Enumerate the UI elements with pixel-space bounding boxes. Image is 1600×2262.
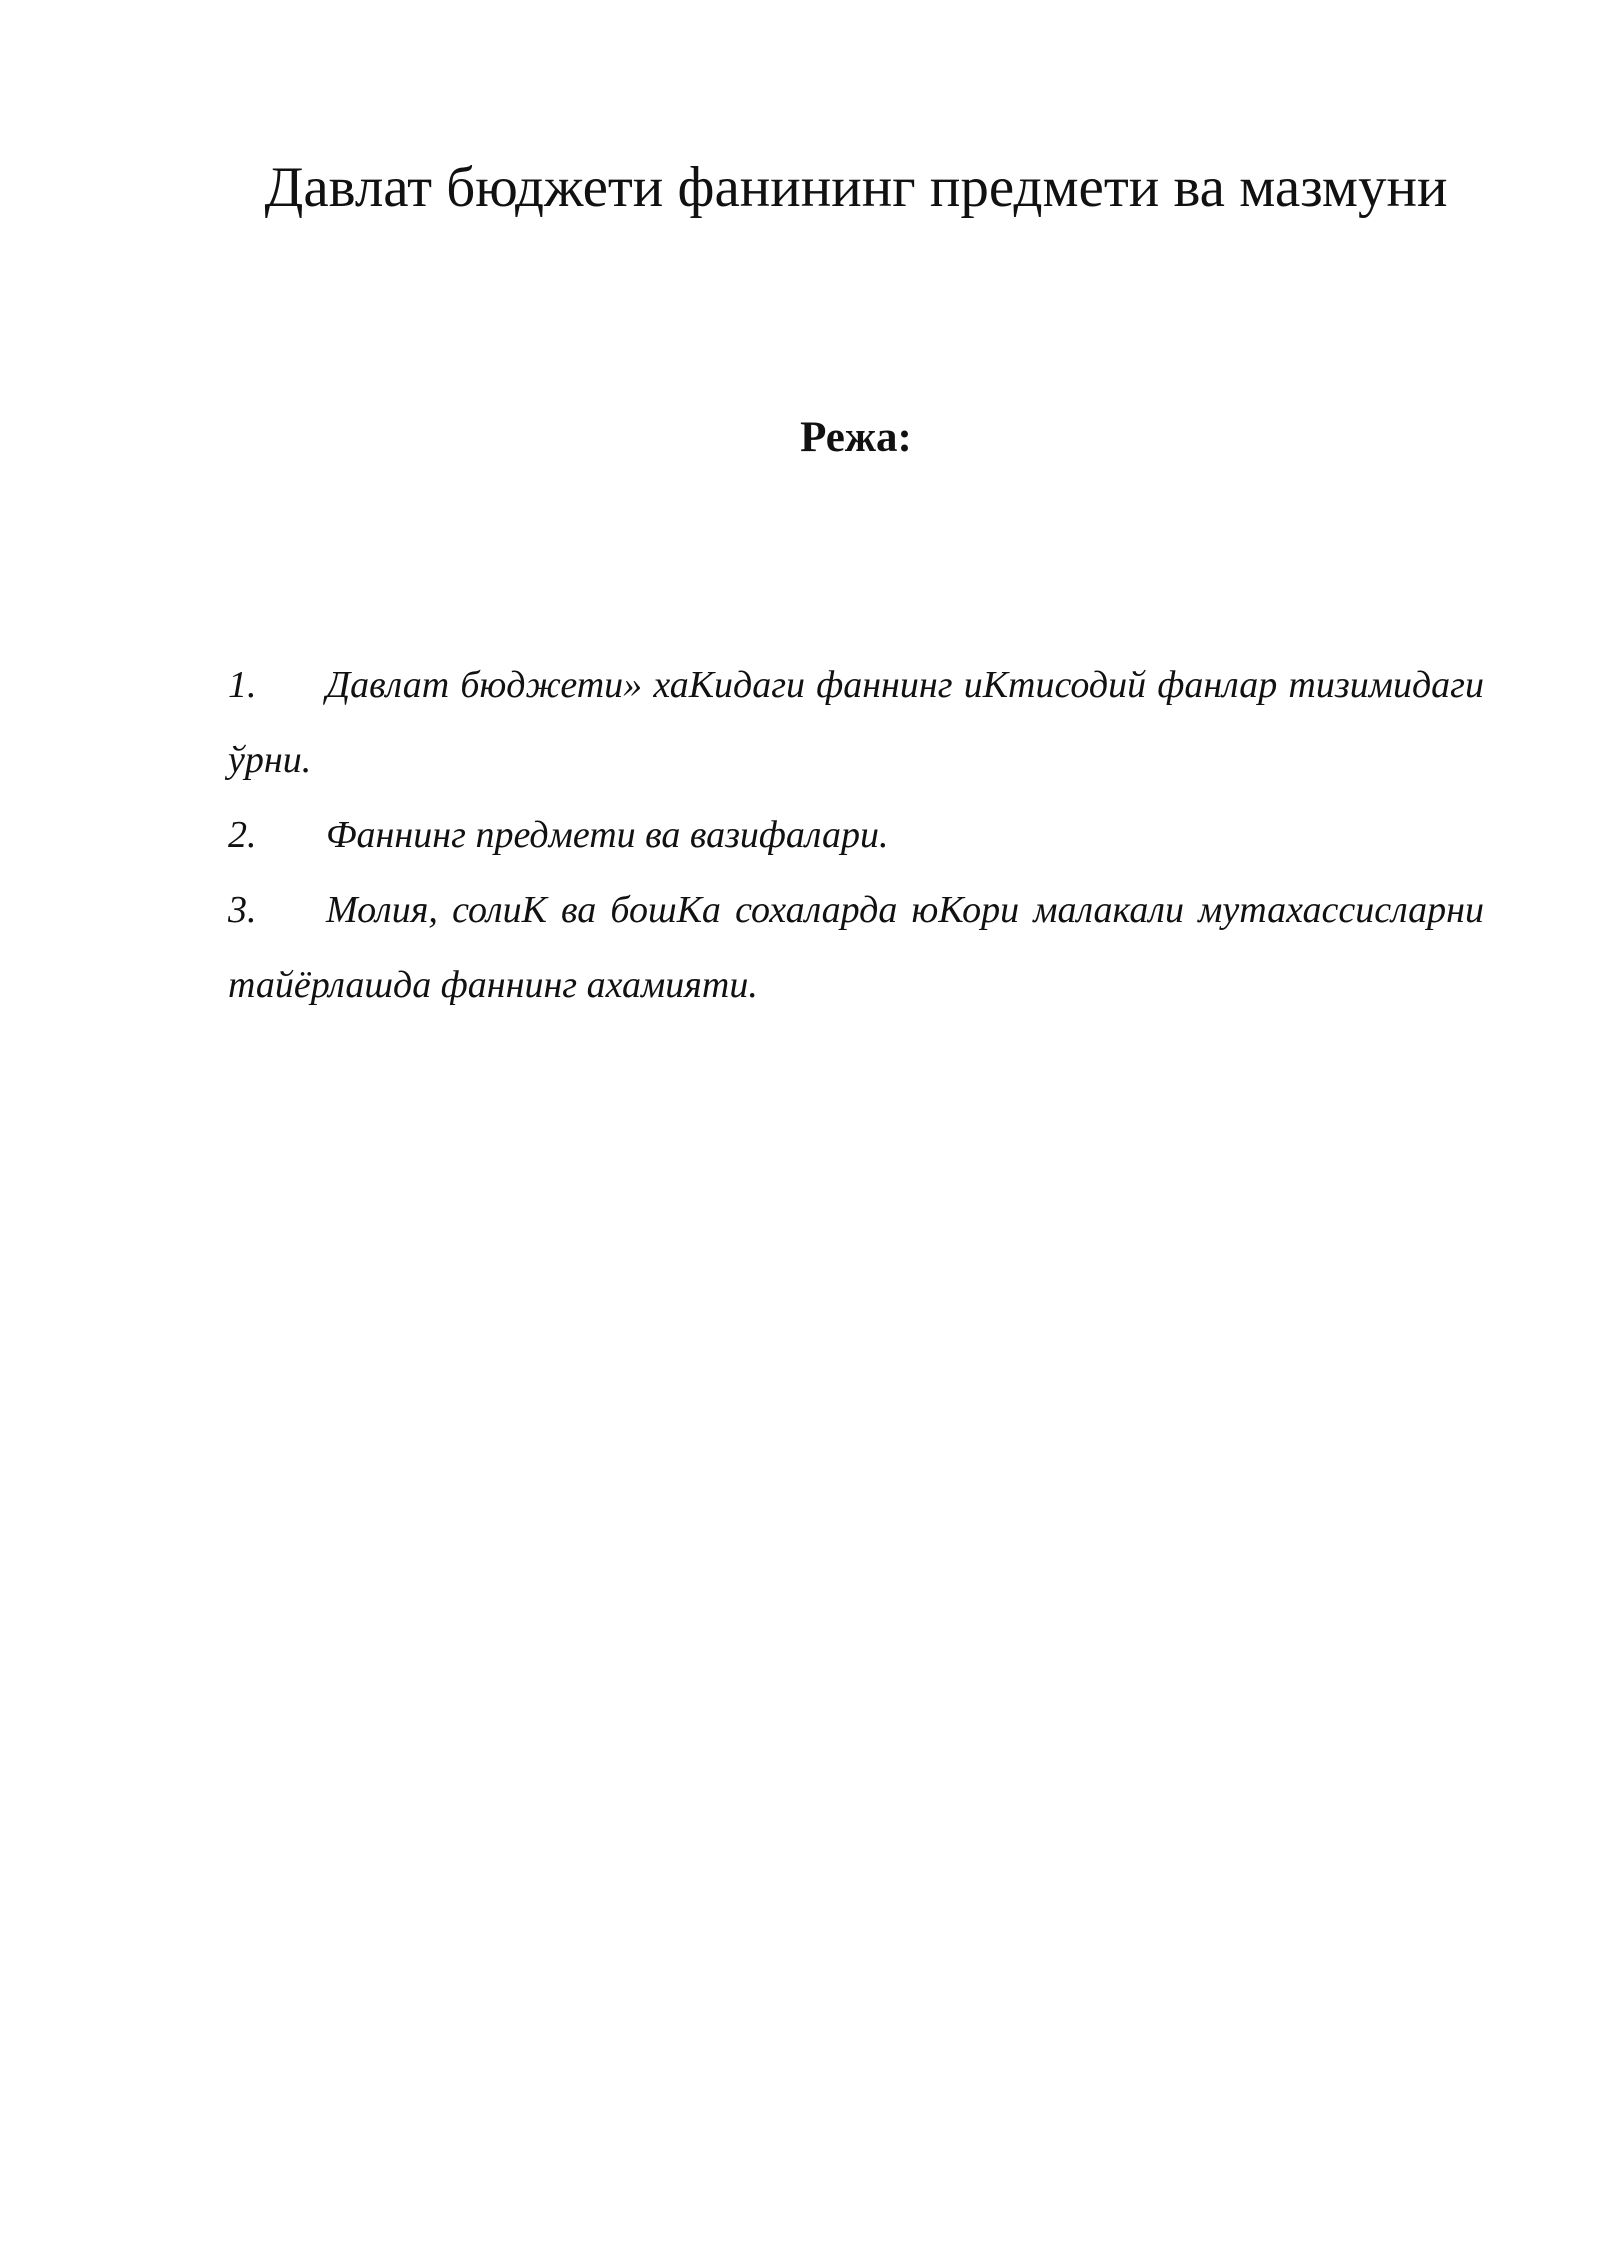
plan-heading: Режа: <box>800 414 912 461</box>
plan-item <box>228 798 1484 873</box>
plan-item-text: Фаннинг предмети ва вазифалари. <box>326 814 889 856</box>
plan-item <box>228 873 1484 1023</box>
plan-item-number: 1. <box>228 664 257 706</box>
plan-item <box>228 648 1484 798</box>
plan-item-text: Давлат бюджети» хаКидаги фаннинг иКтисодий фанлар тизимидаги ўрни. <box>228 664 1484 781</box>
plan-item-number: 2. <box>228 814 257 856</box>
plan-item-text: Молия, солиК ва бошКа сохаларда юКори малакали мутахассисларни тайёрлашда фаннинг ахамияти. <box>228 889 1484 1006</box>
plan-item-number: 3. <box>228 889 257 931</box>
document-title: Давлат бюджети фанининг предмети ва мазмуни <box>264 156 1448 219</box>
plan-list <box>228 648 1484 1023</box>
